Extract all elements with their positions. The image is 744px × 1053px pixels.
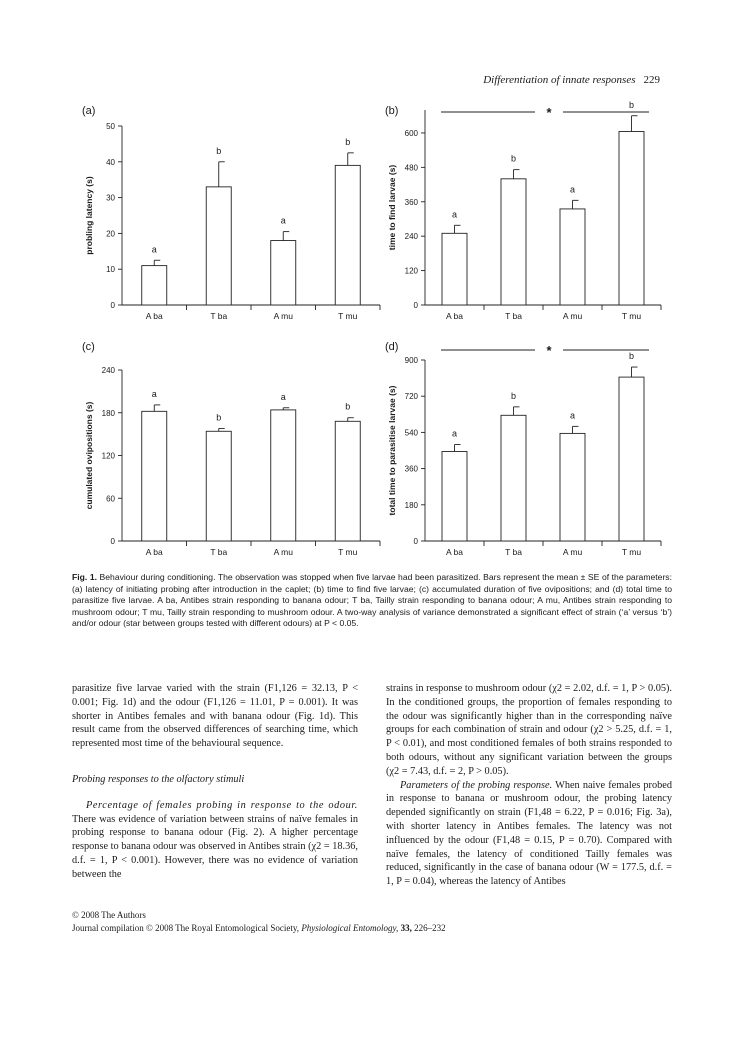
y-tick-label: 720 — [404, 392, 418, 402]
chart-total-time-to-parasitise — [383, 340, 683, 565]
bar — [442, 452, 467, 541]
y-tick-label: 120 — [101, 451, 115, 461]
significance-star: * — [546, 343, 552, 358]
journal-name: Physiological Entomology, — [301, 923, 399, 933]
x-tick-label: A mu — [273, 311, 293, 321]
right-column — [386, 682, 672, 889]
significance-letter: b — [345, 401, 351, 412]
y-tick-label: 50 — [106, 122, 115, 131]
y-axis-label: probling latency (s) — [84, 176, 94, 255]
page-number: 229 — [643, 74, 660, 86]
significance-letter: b — [345, 136, 351, 147]
y-tick-label: 480 — [404, 163, 418, 173]
y-tick-label: 0 — [110, 537, 115, 546]
y-tick-label: 20 — [106, 229, 115, 239]
bar — [142, 411, 167, 541]
y-tick-label: 600 — [404, 128, 418, 138]
right-paragraph-2 — [386, 779, 672, 889]
significance-letter: a — [151, 244, 157, 255]
significance-star: * — [546, 105, 552, 120]
panel-label: (b) — [385, 105, 399, 117]
left-paragraph-1: parasitize five larvae varied with the strain (F1,126 = 32.13, P < 0.001; Fig. 1d) and the odour (F1,126 = 11.01, P = 0.001). It was shorter in Antibes females and with banana odour (Fig. 1d). This result came from the observed differences of searching time, which represented most time of the behavioural sequence. — [72, 683, 358, 750]
left-paragraph-2 — [72, 799, 358, 882]
x-tick-label: T mu — [338, 547, 358, 557]
x-tick-label: A ba — [445, 547, 464, 557]
chart-probing-latency — [80, 100, 380, 330]
journal-volume: 33, — [400, 923, 412, 933]
running-header — [483, 74, 660, 86]
x-tick-label: T ba — [505, 547, 522, 557]
y-axis-label: cumulated ovipositions (s) — [84, 401, 94, 510]
significance-letter: a — [451, 209, 458, 220]
y-tick-label: 10 — [106, 265, 115, 275]
y-tick-label: 60 — [106, 494, 115, 504]
bar — [501, 415, 526, 541]
y-axis-label: total time to parasitise larvae (s) — [387, 385, 397, 516]
y-tick-label: 30 — [106, 193, 115, 203]
figure-caption — [72, 572, 672, 630]
significance-letter: a — [280, 391, 286, 402]
bar — [619, 132, 644, 305]
bar — [271, 410, 296, 541]
bar — [206, 431, 231, 541]
y-tick-label: 360 — [404, 197, 418, 207]
journal-pages: 226–232 — [414, 923, 446, 933]
bar — [442, 233, 467, 305]
copyright-line: © 2008 The Authors — [72, 910, 146, 920]
x-tick-label: T mu — [621, 547, 642, 557]
y-tick-label: 0 — [413, 301, 418, 310]
bar — [206, 187, 231, 305]
bar — [560, 209, 585, 305]
paragraph-lead: Parameters of the probing response. — [400, 779, 553, 791]
significance-letter: b — [628, 99, 635, 110]
y-tick-label: 180 — [101, 408, 115, 418]
y-tick-label: 40 — [106, 157, 115, 167]
x-tick-label: A ba — [145, 547, 163, 557]
bar — [560, 433, 585, 541]
journal-line — [72, 922, 446, 935]
panel-label: (c) — [82, 341, 95, 353]
y-tick-label: 900 — [404, 356, 418, 365]
bar — [142, 266, 167, 305]
y-axis-label: time to find larvae (s) — [387, 164, 397, 251]
y-tick-label: 360 — [404, 464, 418, 474]
y-tick-label: 180 — [404, 500, 418, 510]
significance-letter: b — [510, 390, 517, 401]
y-tick-label: 120 — [404, 266, 418, 276]
x-tick-label: A mu — [562, 311, 583, 321]
right-paragraph-1: strains in response to mushroom odour (χ2 = 2.02, d.f. = 1, P > 0.05). In the conditioned groups, the proportion of females responding to the odour was significantly higher than in the corresponding naïve groups for each combination of strain and odour (χ2 > 5.25, d.f. = 1, P < 0.01), and most conditioned females of both strains responded to both odours, without any significant variation between the groups (χ2 = 7.43, d.f. = 2, P > 0.05). — [386, 683, 672, 777]
bar — [501, 179, 526, 305]
significance-letter: b — [628, 351, 635, 362]
left-column — [72, 682, 358, 882]
significance-letter: b — [216, 145, 222, 156]
running-title: Differentiation of innate responses — [483, 74, 636, 86]
paragraph-body: There was evidence of variation between strains of naïve females in probing response to banana odour (Fig. 2). A higher percentage response to banana odour was observed in Antibes strain (χ2 = 18.36, d.f. = 1, P < 0.001). However, there was no evidence of variation between the — [72, 813, 358, 880]
x-tick-label: T ba — [210, 311, 228, 321]
y-tick-label: 240 — [101, 366, 115, 375]
x-tick-label: A ba — [145, 311, 163, 321]
page-footer — [72, 909, 446, 935]
significance-letter: b — [216, 412, 222, 423]
significance-letter: a — [569, 410, 576, 421]
y-tick-label: 240 — [404, 232, 418, 242]
x-tick-label: T ba — [210, 547, 228, 557]
significance-letter: a — [451, 428, 458, 439]
x-tick-label: T mu — [338, 311, 358, 321]
panel-label: (a) — [82, 105, 96, 117]
section-subheading: Probing responses to the olfactory stimuli — [72, 773, 245, 785]
y-tick-label: 540 — [404, 428, 418, 438]
bar — [335, 165, 360, 305]
significance-letter: a — [280, 215, 286, 226]
journal-prefix: Journal compilation © 2008 The Royal Entomological Society, — [72, 923, 300, 933]
significance-letter: b — [510, 153, 517, 164]
caption-label: Fig. 1. — [72, 572, 97, 582]
y-tick-label: 0 — [110, 301, 115, 310]
x-tick-label: A ba — [445, 311, 464, 321]
significance-letter: a — [151, 388, 157, 399]
panel-label: (d) — [385, 341, 399, 353]
x-tick-label: T ba — [505, 311, 522, 321]
x-tick-label: A mu — [273, 547, 293, 557]
y-tick-label: 0 — [413, 537, 418, 546]
significance-letter: a — [569, 184, 576, 195]
caption-text: Behaviour during conditioning. The observation was stopped when five larvae had been parasitized. Bars represent the mean ± SE of the parameters: (a) latency of initiating probing after introduction in the caplet; (b) time to find five larvae; (c) accumulated duration of five ovipositions; and (d) total time to parasitize five larvae. A ba, Antibes strain responding to banana odour; T ba, Tailly strain responding to banana odour; A mu, Antibes strain responding to mushroom odour; T mu, Tailly strain responding to mushroom odour. A two-way analysis of variance demonstrated a significant effect of strain (‘a’ versus ‘b’) and/or odour (star between groups tested with different odours) at P < 0.05. — [72, 572, 672, 629]
paragraph-body: When naive females probed in response to banana or mushroom odour, the probing latency depended significantly on strain (F1,48 = 6.22, P = 0.016; Fig. 3a), with shorter latency in Antibes females. The latency was not influenced by the odour (F1,48 = 0.15, P = 0.70). Compared with naïve females, the latency of conditioned Tailly females was reduced, significantly in the case of banana odour (W = 177.5, d.f. = 1, P = 0.04), whereas the latency of Antibes — [386, 779, 672, 888]
paragraph-lead: Percentage of females probing in response to the odour. — [86, 799, 358, 811]
bar — [619, 377, 644, 541]
x-tick-label: A mu — [562, 547, 583, 557]
chart-cumulated-ovipositions — [80, 340, 380, 565]
x-tick-label: T mu — [621, 311, 642, 321]
chart-time-to-find-larvae — [383, 100, 683, 330]
bar — [271, 241, 296, 305]
bar — [335, 421, 360, 541]
